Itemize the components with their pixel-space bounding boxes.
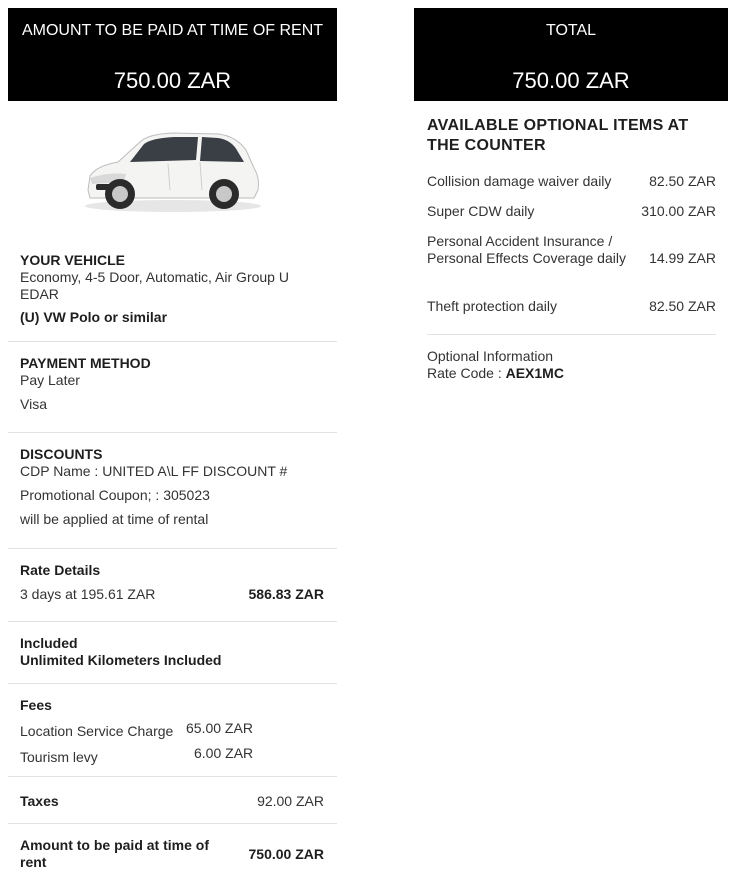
divider (8, 776, 337, 777)
payment-method: Pay Later (20, 372, 80, 388)
optional-items-title: AVAILABLE OPTIONAL ITEMS AT THE COUNTER (427, 117, 689, 154)
total-value: 750.00 ZAR (512, 68, 630, 93)
total-label: TOTAL (545, 22, 597, 39)
optional-item-name: Collision damage waiver daily (427, 173, 612, 189)
total-header (414, 8, 728, 101)
vehicle-model: (U) VW Polo or similar (20, 309, 168, 325)
fee-name: Tourism levy (20, 749, 98, 765)
optional-item-price: 14.99 ZAR (649, 250, 716, 266)
vehicle-title: YOUR VEHICLE (20, 252, 126, 268)
divider (8, 341, 337, 342)
vehicle-image (78, 128, 264, 214)
rate-section (20, 562, 326, 602)
amount-due-title: Amount to be paid at time of rent (20, 837, 209, 870)
divider (427, 334, 716, 335)
vehicle-description: Economy, 4-5 Door, Automatic, Air Group U EDAR (20, 269, 289, 302)
optional-item-price: 82.50 ZAR (649, 298, 716, 314)
discount-cdp: CDP Name : UNITED A\L FF DISCOUNT # (20, 463, 288, 479)
fee-amount: 6.00 ZAR (194, 745, 254, 761)
optional-info (427, 348, 716, 388)
divider (8, 548, 337, 549)
fee-amount: 65.00 ZAR (186, 720, 253, 736)
optional-item (427, 233, 716, 285)
optional-item (427, 298, 716, 316)
included-item: Unlimited Kilometers Included (20, 652, 222, 668)
fee-name: Location Service Charge (20, 723, 174, 739)
divider (8, 823, 337, 824)
optional-item-price: 82.50 ZAR (649, 173, 716, 189)
rate-code-label: Rate Code : (427, 365, 502, 381)
divider (8, 432, 337, 433)
amount-due-section (20, 837, 326, 873)
fees-section (20, 697, 326, 767)
optional-item (427, 173, 716, 191)
included-title: Included (20, 635, 78, 651)
amount-at-rent-label: AMOUNT TO BE PAID AT TIME OF RENT (21, 22, 324, 39)
divider (8, 683, 337, 684)
vehicle-section (20, 252, 326, 326)
rate-code-value: AEX1MC (505, 365, 564, 381)
taxes-amount: 92.00 ZAR (257, 793, 324, 809)
included-section (20, 635, 326, 669)
discount-coupon: Promotional Coupon; : 305023 (20, 487, 210, 503)
optional-item-name: Super CDW daily (427, 203, 535, 219)
discounts-section (20, 446, 326, 528)
rate-title: Rate Details (20, 562, 101, 578)
divider (8, 621, 337, 622)
amount-at-rent-value: 750.00 ZAR (113, 68, 232, 93)
discounts-title: DISCOUNTS (20, 446, 103, 462)
amount-at-rent-header (8, 8, 337, 101)
optional-item-name: Theft protection daily (427, 298, 557, 314)
optional-item-name: Personal Accident Insurance / Personal Effects Coverage daily (427, 233, 626, 266)
rate-detail: 3 days at 195.61 ZAR (20, 586, 156, 602)
optional-item (427, 203, 716, 221)
rate-amount: 586.83 ZAR (248, 586, 324, 602)
taxes-title: Taxes (20, 793, 59, 809)
payment-title: PAYMENT METHOD (20, 355, 151, 371)
fees-title: Fees (20, 697, 52, 713)
payment-card: Visa (20, 396, 47, 412)
payment-section (20, 355, 326, 413)
optional-info-label: Optional Information (427, 348, 554, 364)
optional-item-price: 310.00 ZAR (641, 203, 716, 219)
discount-note: will be applied at time of rental (20, 511, 209, 527)
taxes-section (20, 793, 326, 813)
amount-due-value: 750.00 ZAR (248, 846, 324, 862)
